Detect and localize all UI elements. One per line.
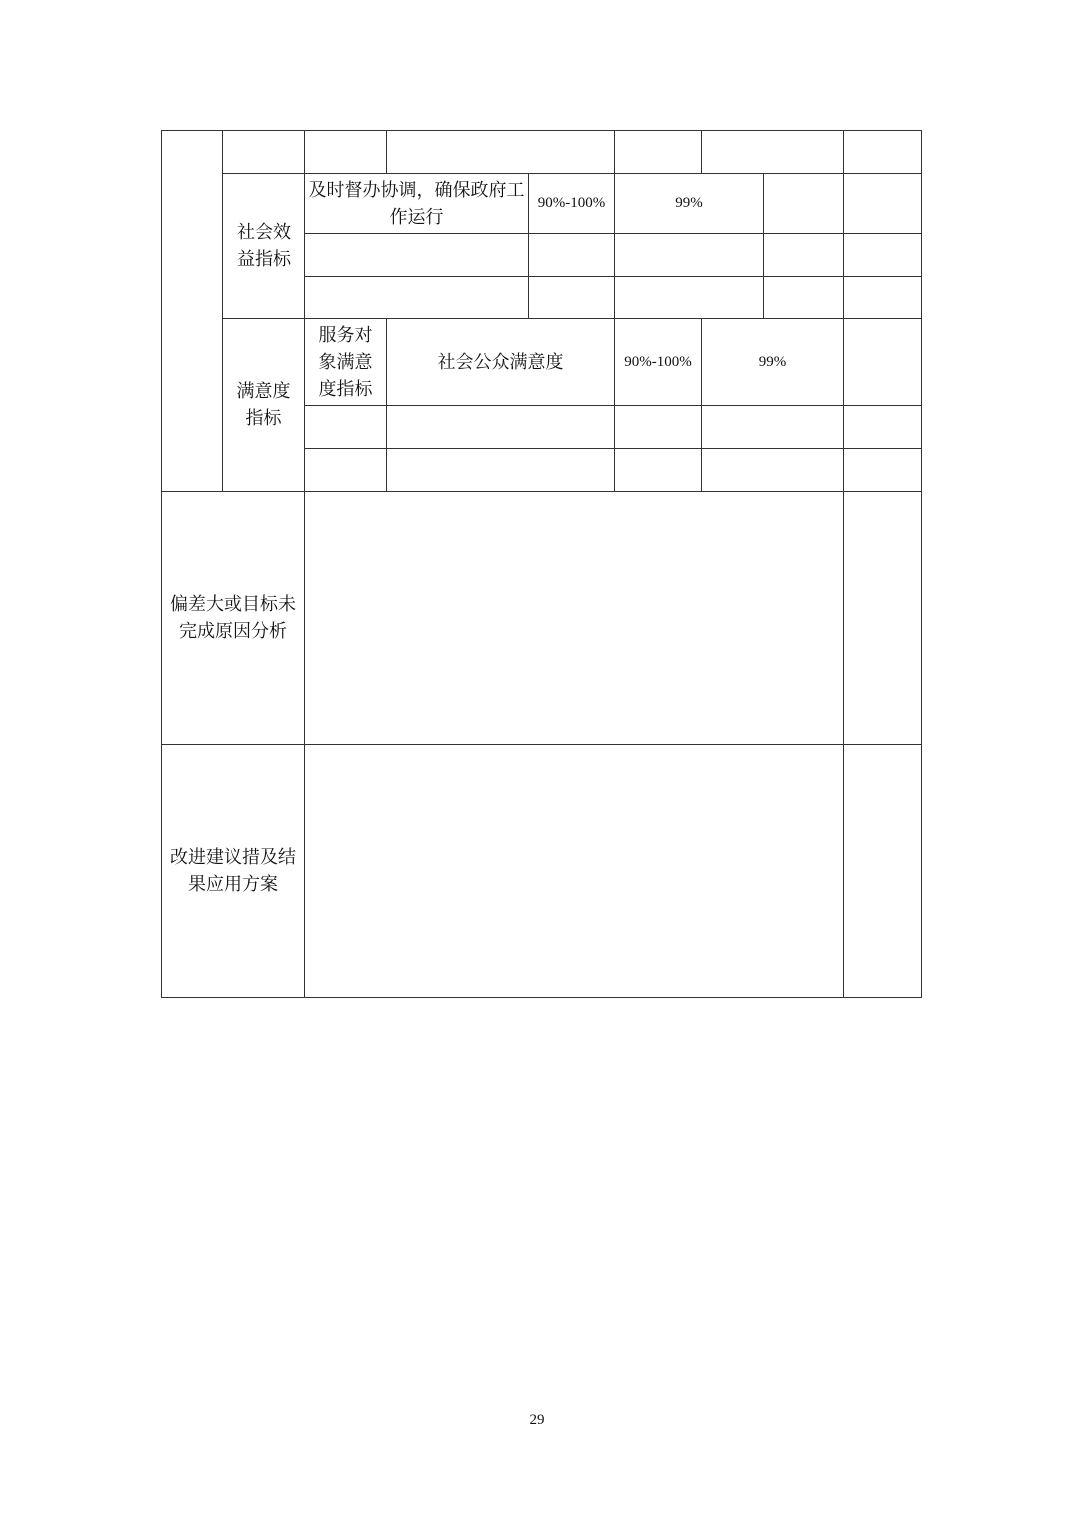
satisfaction-actual: 99% bbox=[758, 353, 787, 370]
deviation-analysis-value bbox=[305, 492, 843, 744]
deviation-analysis-label bbox=[162, 492, 304, 744]
table-line bbox=[763, 173, 764, 319]
table-line bbox=[304, 233, 922, 234]
improvement-label bbox=[162, 745, 304, 997]
improvement-value bbox=[305, 745, 843, 997]
table-line bbox=[701, 130, 702, 174]
satisfaction-category bbox=[223, 319, 304, 491]
page-number: 29 bbox=[529, 1412, 545, 1428]
social-benefit-category bbox=[226, 174, 302, 318]
social-benefit-indicator bbox=[305, 174, 528, 233]
social-benefit-indicator-text: 及时督办协调，确保政府工作运行 bbox=[308, 179, 525, 228]
satisfaction-subcategory-text: 服务对象满意度指标 bbox=[318, 324, 373, 400]
table-line bbox=[304, 276, 922, 277]
table-line bbox=[921, 130, 922, 998]
table-line bbox=[386, 130, 387, 174]
social-benefit-category-text: 社会效益指标 bbox=[237, 222, 291, 270]
social-benefit-actual: 99% bbox=[675, 195, 703, 211]
table-line bbox=[161, 130, 922, 131]
table-line bbox=[161, 997, 922, 998]
social-benefit-target: 90%-100% bbox=[537, 195, 606, 211]
table-line bbox=[304, 448, 922, 449]
satisfaction-subcategory bbox=[305, 319, 386, 405]
deviation-analysis-label-text: 偏差大或目标未完成原因分析 bbox=[170, 594, 296, 642]
satisfaction-category-text: 满意度指标 bbox=[236, 381, 291, 429]
table-line bbox=[843, 130, 844, 998]
satisfaction-indicator: 社会公众满意度 bbox=[437, 351, 564, 373]
satisfaction-target: 90%-100% bbox=[624, 353, 692, 370]
improvement-label-text: 改进建议措及结果应用方案 bbox=[170, 847, 296, 895]
table-line bbox=[304, 405, 922, 406]
